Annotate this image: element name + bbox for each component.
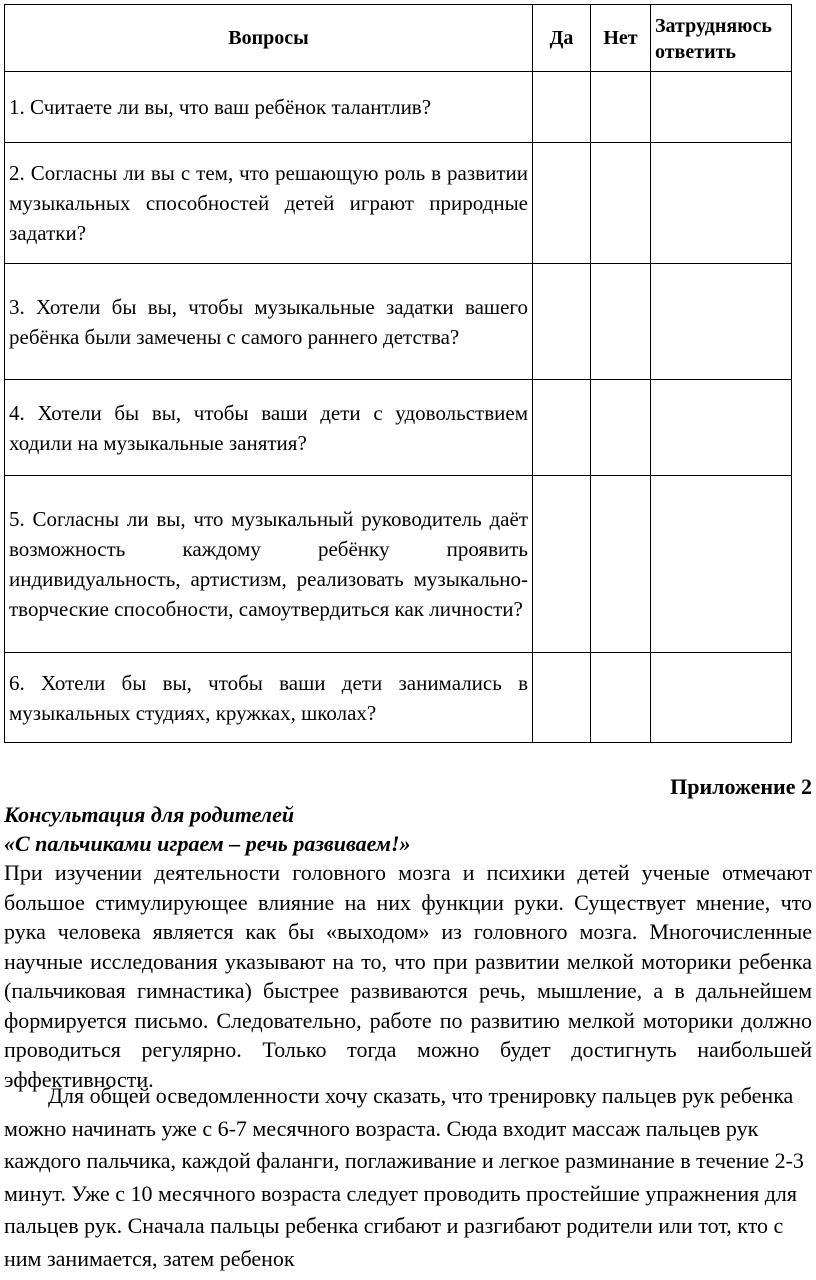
paragraph-intro: При изучении деятельности головного мозга и психики детей ученые отмечают большое стимулирующее влияние на них функции руки. Существует мнение, что рука человека является как бы «выходом» из головного мозга. Многочисленные научные исследования указывают на то, что при развитии мелкой моторики ребенка (пальчиковая гимнастика) быстрее развиваются речь, мышление, а в дальнейшем формируется письмо. Следовательно, работе по развитию мелкой моторики должно проводиться регулярно. Только тогда можно будет достигнуть наибольшей эффективности. bbox=[4, 860, 812, 1092]
appendix-label: Приложение 2 bbox=[670, 774, 812, 799]
answer-yes-1[interactable] bbox=[533, 72, 591, 143]
header-unsure: Затрудняюсь ответить bbox=[651, 5, 792, 72]
question-3: 3. Хотели бы вы, чтобы музыкальные задатки вашего ребёнка были замечены с самого раннего детства? bbox=[5, 264, 533, 380]
answer-yes-4[interactable] bbox=[533, 380, 591, 476]
question-5: 5. Согласны ли вы, что музыкальный руководитель даёт возможность каждому ребёнку проявить индивидуальность, артистизм, реализовать музыкально-творческие способности, самоутвердиться как личности? bbox=[5, 476, 533, 653]
header-questions: Вопросы bbox=[5, 5, 533, 72]
table-row bbox=[5, 653, 792, 743]
answer-no-3[interactable] bbox=[591, 264, 651, 380]
table-row bbox=[5, 143, 792, 264]
question-6: 6. Хотели бы вы, чтобы ваши дети занимались в музыкальных студиях, кружках, школах? bbox=[5, 653, 533, 743]
consultation-title: «С пальчиками играем – речь развиваем!» bbox=[4, 831, 411, 856]
answer-yes-5[interactable] bbox=[533, 476, 591, 653]
table-row bbox=[5, 380, 792, 476]
header-no: Нет bbox=[591, 5, 651, 72]
answer-no-6[interactable] bbox=[591, 653, 651, 743]
consultation-heading: Консультация для родителей bbox=[4, 802, 295, 827]
answer-unsure-5[interactable] bbox=[651, 476, 792, 653]
answer-unsure-1[interactable] bbox=[651, 72, 792, 143]
table-row bbox=[5, 264, 792, 380]
survey-table bbox=[4, 4, 792, 743]
question-4: 4. Хотели бы вы, чтобы ваши дети с удовольствием ходили на музыкальные занятия? bbox=[5, 380, 533, 476]
answer-no-4[interactable] bbox=[591, 380, 651, 476]
answer-no-2[interactable] bbox=[591, 143, 651, 264]
question-1: 1. Считаете ли вы, что ваш ребёнок талантлив? bbox=[5, 72, 533, 143]
header-yes: Да bbox=[533, 5, 591, 72]
table-header-row bbox=[5, 5, 792, 72]
table-row bbox=[5, 476, 792, 653]
answer-yes-6[interactable] bbox=[533, 653, 591, 743]
question-2: 2. Согласны ли вы с тем, что решающую роль в развитии музыкальных способностей детей играют природные задатки? bbox=[5, 143, 533, 264]
paragraph-training: Для общей осведомленности хочу сказать, что тренировку пальцев рук ребенка можно начинать уже с 6-7 месячного возраста. Сюда входит массаж пальцев рук каждого пальчика, каждой фаланги, поглаживание и легкое разминание в течение 2-3 минут. Уже с 10 месячного возраста следует проводить простейшие упражнения для пальцев рук. Сначала пальцы ребенка сгибают и разгибают родители или тот, кто с ним занимается, затем ребенок bbox=[4, 1083, 804, 1271]
answer-yes-2[interactable] bbox=[533, 143, 591, 264]
answer-unsure-2[interactable] bbox=[651, 143, 792, 264]
answer-unsure-6[interactable] bbox=[651, 653, 792, 743]
answer-no-1[interactable] bbox=[591, 72, 651, 143]
answer-unsure-3[interactable] bbox=[651, 264, 792, 380]
answer-no-5[interactable] bbox=[591, 476, 651, 653]
table-row bbox=[5, 72, 792, 143]
answer-yes-3[interactable] bbox=[533, 264, 591, 380]
answer-unsure-4[interactable] bbox=[651, 380, 792, 476]
